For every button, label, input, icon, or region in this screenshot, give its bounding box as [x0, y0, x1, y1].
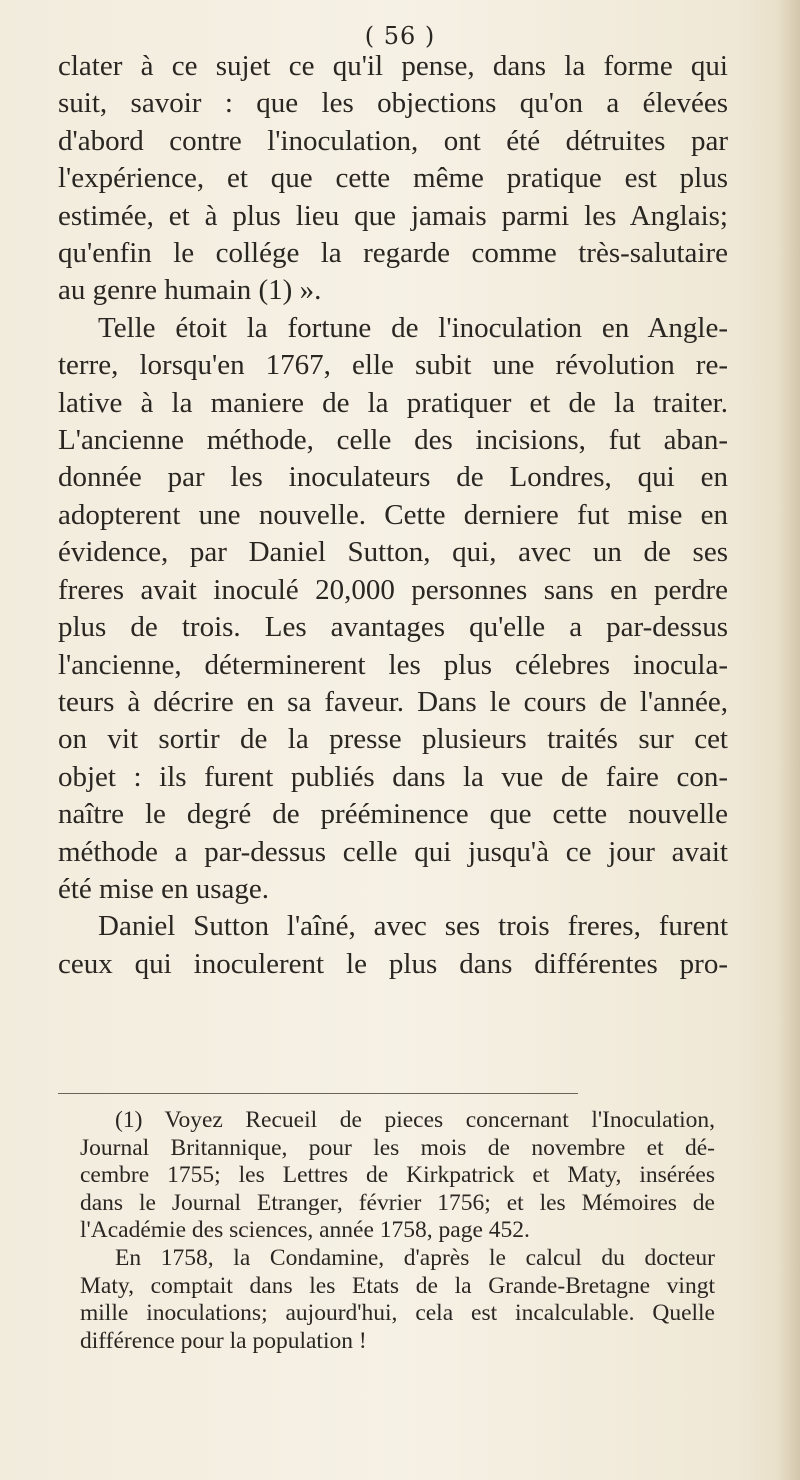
- footnote-separator: [58, 1093, 578, 1094]
- footnote-line: cembre 1755; les Lettres de Kirkpatrick et Maty, insérées: [80, 1162, 715, 1189]
- text-line: suit, savoir : que les objections qu'on a élevées: [58, 87, 728, 120]
- footnote-line: Maty, comptait dans les Etats de la Grande-Bretagne vingt: [80, 1272, 715, 1299]
- text-line: clater à ce sujet ce qu'il pense, dans la forme qui: [58, 50, 728, 82]
- text-line: on vit sortir de la presse plusieurs traités sur cet: [58, 723, 728, 756]
- text-line: estimée, et à plus lieu que jamais parmi les Anglais;: [58, 199, 728, 232]
- text-line: évidence, par Daniel Sutton, qui, avec un de ses: [58, 536, 728, 569]
- text-line: Daniel Sutton l'aîné, avec ses trois freres, furent: [98, 910, 728, 943]
- text-line: donnée par les inoculateurs de Londres, qui en: [58, 461, 728, 494]
- text-line: lative à la maniere de la pratiquer et de la traiter.: [58, 386, 728, 419]
- text-line: qu'enfin le collége la regarde comme très-salutaire: [58, 237, 728, 270]
- text-line: au genre humain (1) ».: [58, 274, 322, 307]
- text-line: été mise en usage.: [58, 872, 269, 905]
- text-line: l'ancienne, déterminerent les plus célebres inocula-: [58, 648, 728, 681]
- text-line: freres avait inoculé 20,000 personnes sans en perdre: [58, 573, 728, 606]
- text-line: objet : ils furent publiés dans la vue de faire con-: [58, 760, 728, 793]
- footnote-line: En 1758, la Condamine, d'après le calcul du docteur: [115, 1244, 715, 1271]
- text-line: adopterent une nouvelle. Cette derniere fut mise en: [58, 498, 728, 531]
- text-line: plus de trois. Les avantages qu'elle a par-dessus: [58, 611, 728, 644]
- text-line: d'abord contre l'inoculation, ont été détruites par: [58, 124, 728, 157]
- footnote-line: différence pour la population !: [80, 1327, 367, 1354]
- footnote: [80, 1107, 715, 1355]
- footnote-line: Journal Britannique, pour les mois de novembre et dé-: [80, 1134, 715, 1161]
- footnote-line: dans le Journal Etranger, février 1756; et les Mémoires de: [80, 1189, 715, 1216]
- text-line: méthode a par-dessus celle qui jusqu'à ce jour avait: [58, 835, 728, 868]
- footnote-line: l'Académie des sciences, année 1758, page 452.: [80, 1217, 530, 1244]
- text-line: l'expérience, et que cette même pratique est plus: [58, 162, 728, 195]
- text-line: L'ancienne méthode, celle des incisions, fut aban-: [58, 424, 728, 457]
- text-line: terre, lorsqu'en 1767, elle subit une révolution re-: [58, 349, 728, 382]
- text-line: Telle étoit la fortune de l'inoculation en Angle-: [98, 311, 728, 344]
- main-text: [58, 48, 728, 983]
- footnote-line: (1) Voyez Recueil de pieces concernant l'Inoculation,: [115, 1107, 715, 1133]
- text-line: naître le degré de prééminence que cette nouvelle: [58, 798, 728, 831]
- text-line: ceux qui inoculerent le plus dans différentes pro-: [58, 947, 728, 980]
- page-number: ( 56 ): [364, 22, 436, 50]
- page-edge-shadow: [778, 0, 800, 1480]
- text-line: teurs à décrire en sa faveur. Dans le cours de l'année,: [58, 685, 728, 718]
- footnote-line: mille inoculations; aujourd'hui, cela est incalculable. Quelle: [80, 1300, 715, 1327]
